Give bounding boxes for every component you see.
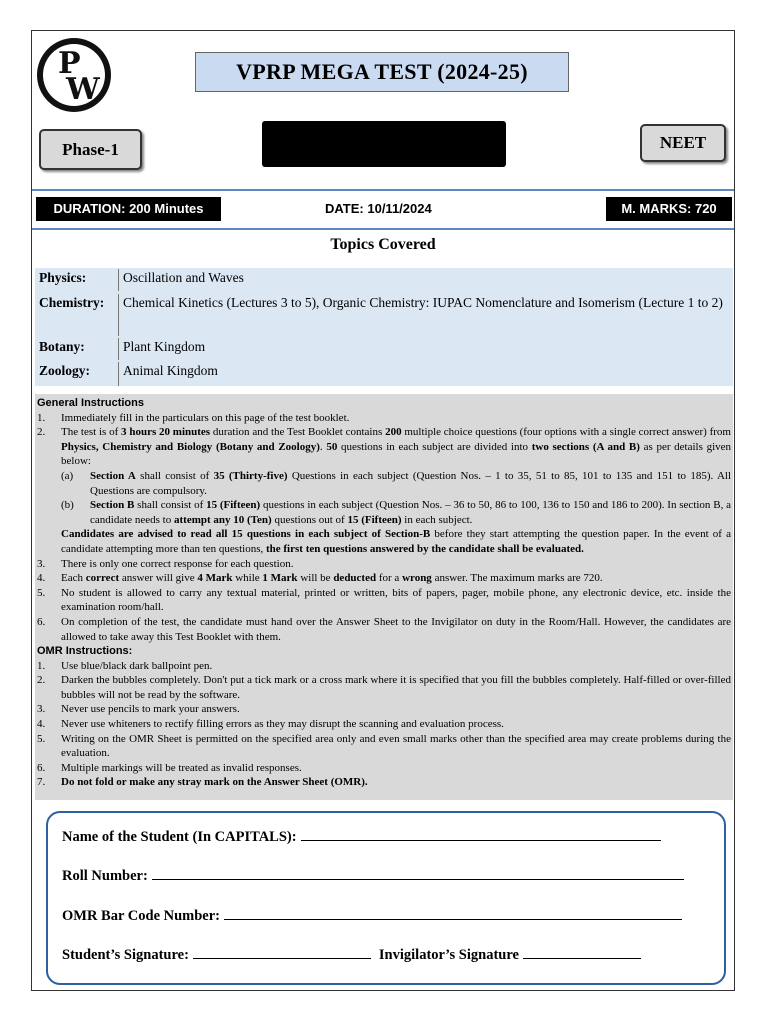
general-instructions-heading: General Instructions bbox=[37, 397, 144, 409]
item-number: 3. bbox=[37, 557, 46, 570]
name-label: Name of the Student (In CAPITALS): bbox=[62, 829, 297, 845]
logo-letter-p: P bbox=[58, 46, 81, 81]
instructions-panel bbox=[35, 394, 733, 800]
subject-label: Physics: bbox=[35, 269, 119, 291]
omr-item bbox=[37, 775, 731, 790]
omr-barcode-label: OMR Bar Code Number: bbox=[62, 908, 221, 924]
item-number: 7. bbox=[37, 776, 46, 789]
instruction-item bbox=[37, 615, 731, 644]
omr-barcode-line[interactable] bbox=[224, 905, 682, 920]
student-details-form bbox=[46, 811, 726, 985]
subitem-text: Section B shall consist of 15 (Fifteen) questions in each subject (Question Nos. – 36 to 50, 86 to 100, 136 to 150 and 186 to 200). In section B, a candidate needs to attempt any 10 (Ten) questions out of 15 (Fifteen) in each subject. bbox=[90, 499, 731, 526]
subject-topics: Plant Kingdom bbox=[123, 339, 206, 354]
item-text: No student is allowed to carry any textual material, printed or written, bits of papers, pager, mobile phone, any electronic device, etc. inside the examination room/hall. bbox=[61, 586, 731, 614]
item-number: 6. bbox=[37, 761, 46, 774]
topics-table bbox=[35, 268, 733, 386]
omr-item bbox=[37, 761, 731, 776]
redacted-box bbox=[262, 121, 506, 167]
omr-barcode-field[interactable] bbox=[62, 905, 682, 925]
item-text: There is only one correct response for each question. bbox=[61, 557, 294, 570]
item-text: Writing on the OMR Sheet is permitted on the specified area only and even small marks other than the specified area may create problems during the evaluation. bbox=[61, 732, 731, 760]
item-text: Use blue/black dark ballpoint pen. bbox=[61, 659, 213, 672]
subject-label: Botany: bbox=[35, 338, 119, 360]
instruction-item bbox=[37, 586, 731, 615]
item-number: 1. bbox=[37, 411, 46, 424]
instruction-item bbox=[37, 571, 731, 586]
instruction-subitem bbox=[37, 498, 731, 527]
item-text: Each correct answer will give 4 Mark while 1 Mark will be deducted for a wrong answer. The maximum marks are 720. bbox=[61, 572, 603, 585]
topic-row-chemistry bbox=[35, 291, 733, 336]
instruction-item bbox=[37, 425, 731, 469]
item-number: 1. bbox=[37, 659, 46, 672]
topic-row-zoology bbox=[35, 360, 733, 386]
subitem-label: (a) bbox=[61, 469, 74, 482]
omr-item bbox=[37, 659, 731, 674]
subject-topics: Animal Kingdom bbox=[123, 363, 218, 378]
pw-logo bbox=[37, 38, 111, 112]
exam-badge: NEET bbox=[640, 124, 726, 162]
subitem-label: (b) bbox=[61, 499, 74, 512]
item-number: 5. bbox=[37, 586, 46, 599]
instruction-item bbox=[37, 411, 731, 426]
subject-topics: Oscillation and Waves bbox=[123, 270, 244, 285]
subitem-text: Section A shall consist of 35 (Thirty-five) Questions in each subject (Question Nos. – 1 to 35, 51 to 85, 101 to 135 and 151 to 185). All Questions are compulsory. bbox=[90, 469, 731, 497]
signature-row bbox=[62, 944, 641, 964]
instruction-item bbox=[37, 557, 731, 572]
name-line[interactable] bbox=[301, 826, 661, 841]
duration-label: DURATION: 200 Minutes bbox=[36, 197, 221, 221]
item-text: The test is of 3 hours 20 minutes duration and the Test Booklet contains 200 multiple choice questions (four options with a single correct answer) from Physics, Chemistry and Biology (Botany and Zoology). 50 questions in each subject are divided into two sections (A and B) as per details given below: bbox=[61, 426, 732, 468]
divider-bottom bbox=[32, 228, 734, 230]
subject-label: Zoology: bbox=[35, 362, 119, 386]
topics-title: Topics Covered bbox=[330, 236, 436, 253]
item-text: Never use pencils to mark your answers. bbox=[61, 703, 240, 716]
item-number: 4. bbox=[37, 572, 46, 585]
item-text: Multiple markings will be treated as invalid responses. bbox=[61, 761, 302, 774]
date-label: DATE: 10/11/2024 bbox=[325, 201, 432, 216]
item-number: 2. bbox=[37, 426, 46, 439]
invigilator-signature-label: Invigilator’s Signature bbox=[378, 947, 519, 963]
item-number: 5. bbox=[37, 732, 46, 745]
name-field[interactable] bbox=[62, 826, 661, 846]
topic-row-physics bbox=[35, 268, 733, 291]
omr-item bbox=[37, 702, 731, 717]
item-text: Do not fold or make any stray mark on the Answer Sheet (OMR). bbox=[61, 776, 368, 789]
phase-badge: Phase-1 bbox=[39, 129, 142, 170]
roll-number-line[interactable] bbox=[152, 865, 684, 880]
subject-label: Chemistry: bbox=[35, 294, 119, 336]
instruction-subitem bbox=[37, 469, 731, 498]
test-title: VPRP MEGA TEST (2024-25) bbox=[195, 52, 569, 92]
omr-item bbox=[37, 732, 731, 761]
topic-row-botany bbox=[35, 336, 733, 360]
omr-item bbox=[37, 717, 731, 732]
divider-top bbox=[32, 189, 734, 191]
invigilator-signature-line[interactable] bbox=[523, 944, 641, 959]
omr-instructions-heading: OMR Instructions: bbox=[37, 645, 133, 658]
section-b-advice: Candidates are advised to read all 15 questions in each subject of Section-B before they start attempting the question paper. In the event of a candidate attempting more than ten questions, the first ten questions answered by the candidate shall be evaluated. bbox=[61, 528, 732, 555]
roll-number-label: Roll Number: bbox=[62, 868, 148, 884]
item-text: Darken the bubbles completely. Don't put a tick mark or a cross mark where it is specified that you fill the bubbles completely. Half-filled or over-filled bubbles will not be read by the software. bbox=[61, 674, 731, 701]
student-signature-label: Student’s Signature: bbox=[62, 947, 189, 963]
item-text: Never use whiteners to rectify filling errors as they may disrupt the scanning and evaluation process. bbox=[61, 718, 504, 731]
item-number: 6. bbox=[37, 615, 46, 628]
item-number: 4. bbox=[37, 718, 46, 731]
item-text: Immediately fill in the particulars on this page of the test booklet. bbox=[61, 411, 350, 424]
item-number: 2. bbox=[37, 674, 46, 687]
student-signature-line[interactable] bbox=[193, 944, 371, 959]
item-text: On completion of the test, the candidate must hand over the Answer Sheet to the Invigilator on duty in the Room/Hall. However, the candidates are allowed to take away this Test Booklet with them. bbox=[61, 615, 731, 643]
roll-number-field[interactable] bbox=[62, 865, 684, 885]
omr-item bbox=[37, 673, 731, 702]
subject-topics: Chemical Kinetics (Lectures 3 to 5), Organic Chemistry: IUPAC Nomenclature and Isomerism (Lecture 1 to 2) bbox=[123, 295, 723, 310]
item-number: 3. bbox=[37, 703, 46, 716]
logo-letter-w: W bbox=[66, 72, 100, 107]
max-marks-label: M. MARKS: 720 bbox=[606, 197, 732, 221]
